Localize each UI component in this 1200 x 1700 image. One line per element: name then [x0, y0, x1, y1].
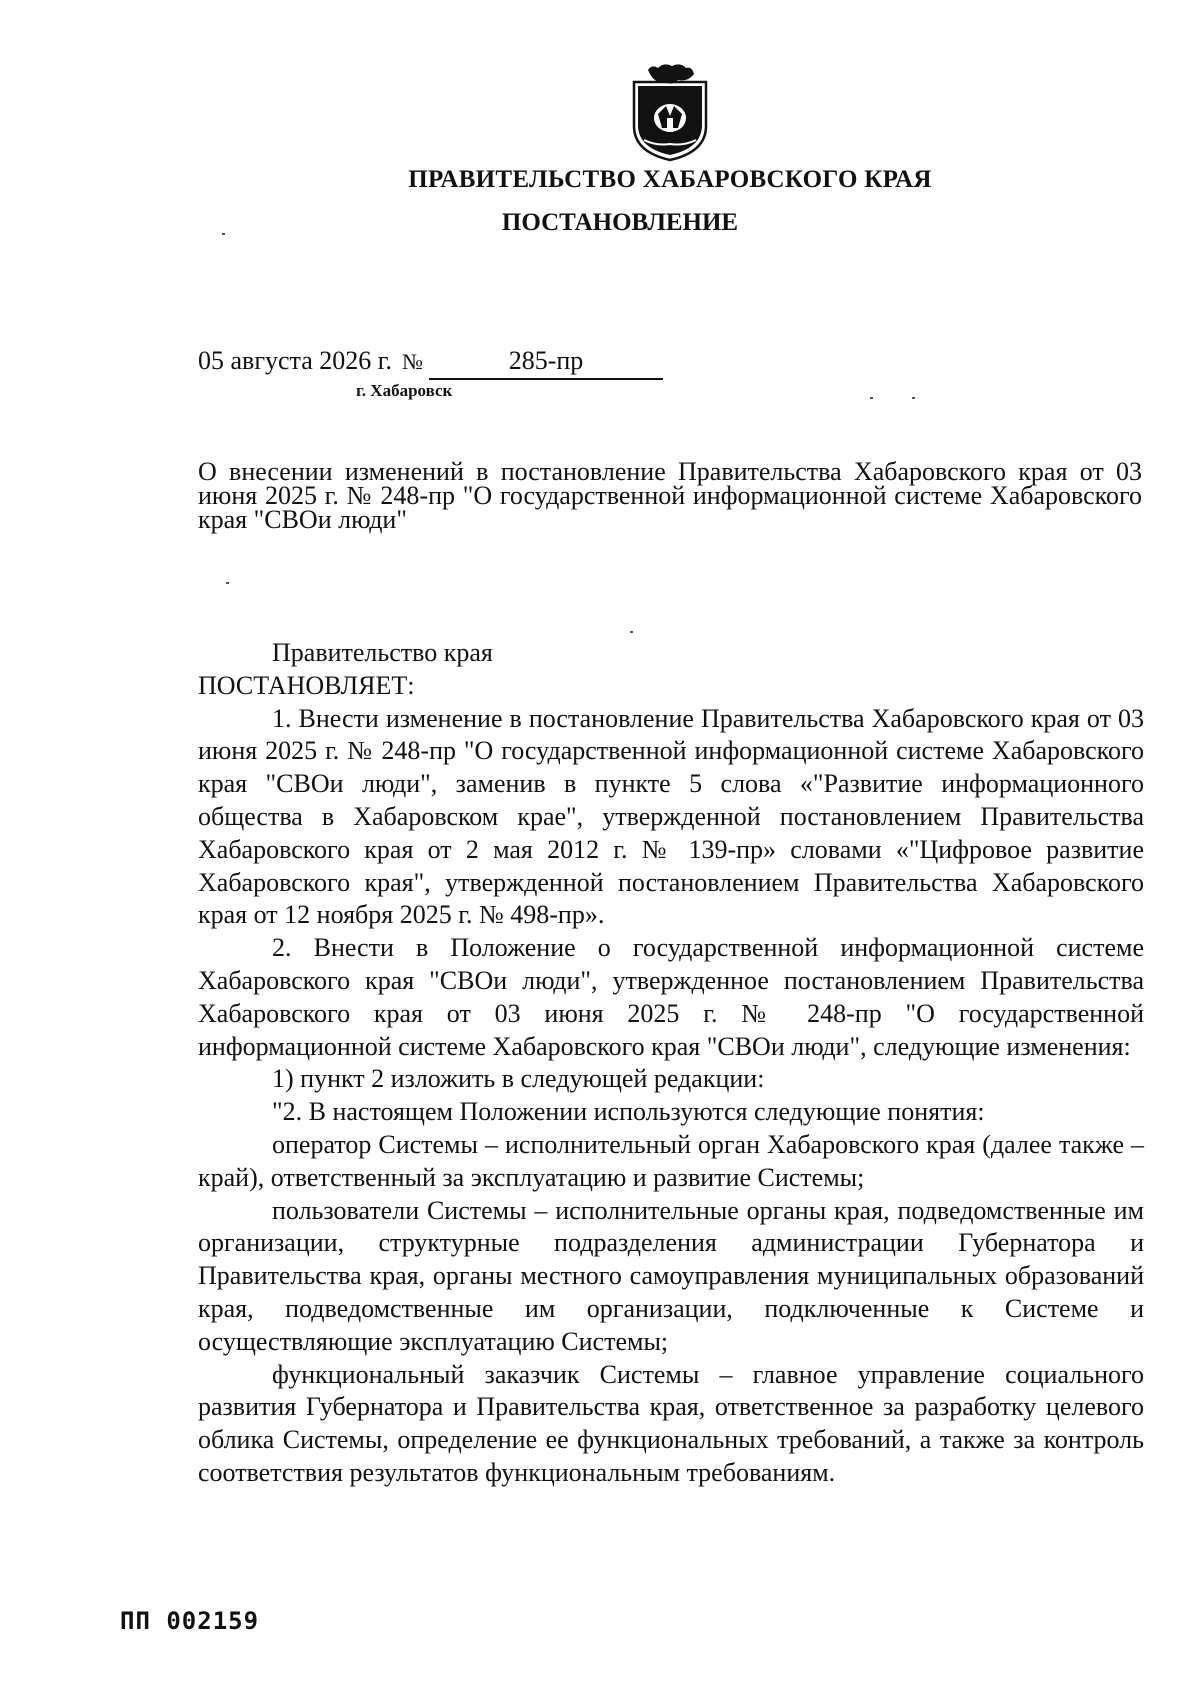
document-type-title: ПОСТАНОВЛЕНИЕ: [501, 209, 739, 236]
body-paragraph-operator: оператор Системы – исполнительный орган Хабаровского края (далее также – край), ответственный за эксплуатацию и развитие Системы;: [198, 1129, 1144, 1192]
organization-title: ПРАВИТЕЛЬСТВО ХАБАРОВСКОГО КРАЯ: [408, 166, 932, 193]
number-sign: №: [401, 349, 423, 374]
body-paragraph-item-1: 1. Внести изменение в постановление Правительства Хабаровского края от 03 июня 2025 г. № 248-пр "О государственной информационной системе Хабаровского края "СВОи люди", заменив в пункте 5 слова «"Развитие информационного общества в Хабаровском крае", утвержденной постановлением Правительства Хабаровского края от 2 мая 2012 г. № 139-пр» словами «"Цифровое развитие Хабаровского края", утвержденной постановлением Правительства Хабаровского края от 12 ноября 2025 г. № 498-пр».: [198, 703, 1144, 930]
scan-speck: [630, 631, 633, 633]
body-paragraph-definitions-intro: "2. В настоящем Положении используются следующие понятия:: [272, 1097, 985, 1127]
body-paragraph-users: пользователи Системы – исполнительные органы края, подведомственные им организации, структурные подразделения администрации Губернатора и Правительства края, органы местного самоуправления муниципальных образований края, подведомственные им организации, подключенные к Системе и осуществляющие эксплуатацию Системы;: [198, 1195, 1144, 1356]
body-paragraph-customer: функциональный заказчик Системы – главное управление социального развития Губернатора и Правительства края, ответственное за разработку целевого облика Системы, определение ее функциональных требований, а также за контроль соответствия результатов функциональным требованиям.: [198, 1359, 1144, 1487]
document-subject: О внесении изменений в постановление Правительства Хабаровского края от 03 июня 2025 г. № 248-пр "О государственной информационной системе Хабаровского края "СВОи люди": [198, 457, 1142, 534]
city-line: г. Хабаровск: [356, 381, 453, 400]
scan-speck: [222, 233, 225, 235]
body-paragraph-subitem-1: 1) пункт 2 изложить в следующей редакции:: [272, 1064, 765, 1094]
scan-speck: [870, 397, 873, 399]
scan-speck: [226, 582, 229, 584]
coat-of-arms-emblem: [628, 60, 712, 162]
scan-speck: [912, 397, 915, 399]
body-paragraph-item-2: 2. Внести в Положение о государственной информационной системе Хабаровского края "СВОи люди", утвержденное постановлением Правительства Хабаровского края от 03 июня 2025 г. № 248-пр "О государственной информационной системе Хабаровского края "СВОи люди", следующие изменения:: [198, 933, 1144, 1061]
document-body: [198, 637, 1144, 1490]
body-paragraph-government: Правительство края: [272, 638, 493, 667]
document-number: 285-пр: [429, 346, 663, 380]
body-paragraph-resolves: ПОСТАНОВЛЯЕТ:: [198, 670, 415, 700]
document-date: 05 августа 2026 г.: [198, 346, 392, 375]
date-number-line: [198, 346, 663, 380]
form-code: ПП 002159: [120, 1607, 260, 1635]
